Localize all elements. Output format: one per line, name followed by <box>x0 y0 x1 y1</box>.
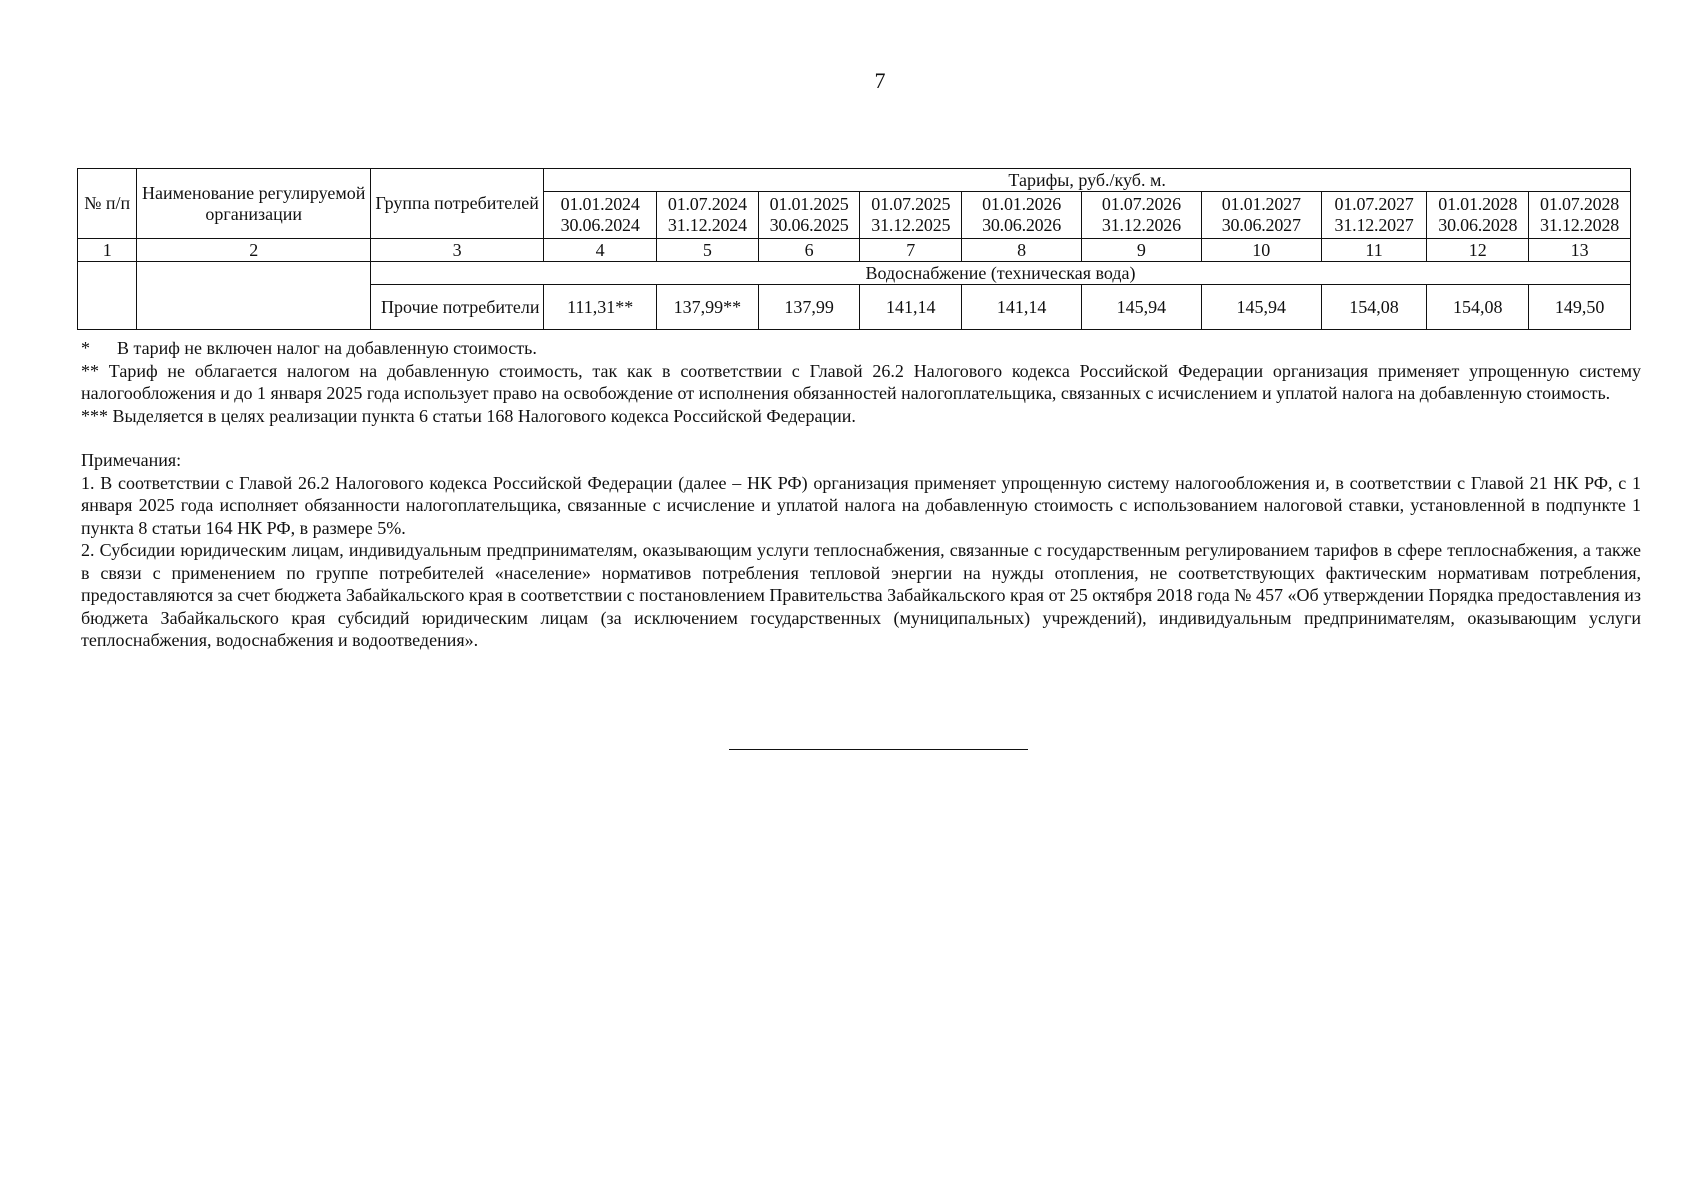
period-from: 01.07.2024 <box>667 194 747 214</box>
column-number: 13 <box>1529 239 1631 262</box>
column-number: 4 <box>544 239 657 262</box>
tariff-value: 137,99** <box>657 285 759 330</box>
column-number: 7 <box>860 239 962 262</box>
section-title: Водоснабжение (техническая вода) <box>371 262 1631 285</box>
period-to: 31.12.2025 <box>871 215 951 235</box>
period-header <box>1082 192 1202 239</box>
period-header <box>1321 192 1427 239</box>
tariff-value: 154,08 <box>1321 285 1427 330</box>
column-number: 6 <box>758 239 860 262</box>
section-row <box>78 262 1631 285</box>
note-item: 1. В соответствии с Главой 26.2 Налогового кодекса Российской Федерации (далее – НК РФ) организация применяет упрощенную систему налогообложения и, в соответствии с Главой 21 НК РФ, с 1 января 2025 года исполняет обязанности налогоплательщика, связанные с исчисление и уплатой налога на добавленную стоимость с использованием налоговой ставки, установленной в подпункте 1 пункта 8 статьи 164 НК РФ, в размере 5%. <box>81 472 1641 538</box>
column-number: 8 <box>962 239 1082 262</box>
header-number: № п/п <box>78 169 137 239</box>
period-header <box>1529 192 1631 239</box>
column-number: 2 <box>137 239 371 262</box>
row-number-cell <box>78 262 137 330</box>
header-consumer-group: Группа потребителей <box>371 169 544 239</box>
period-from: 01.07.2028 <box>1540 194 1620 214</box>
footnote-mark: ** <box>81 360 99 381</box>
period-to: 31.12.2028 <box>1540 215 1620 235</box>
period-to: 31.12.2024 <box>667 215 747 235</box>
period-to: 30.06.2024 <box>560 215 640 235</box>
period-header <box>1201 192 1321 239</box>
footnote <box>81 405 1641 428</box>
header-organization: Наименование регулируемой организации <box>137 169 371 239</box>
tariff-value: 145,94 <box>1082 285 1202 330</box>
tariff-value: 111,31** <box>544 285 657 330</box>
tariff-value: 149,50 <box>1529 285 1631 330</box>
period-from: 01.01.2027 <box>1221 194 1301 214</box>
footnote <box>81 360 1641 405</box>
tariff-value: 145,94 <box>1201 285 1321 330</box>
footnote-mark: * <box>81 338 90 358</box>
column-number-row <box>78 239 1631 262</box>
period-header <box>657 192 759 239</box>
period-header <box>860 192 962 239</box>
end-rule-divider <box>729 749 1028 750</box>
tariff-value: 141,14 <box>962 285 1082 330</box>
tariff-table <box>77 168 1631 330</box>
period-from: 01.07.2027 <box>1334 194 1414 214</box>
spacer <box>81 427 1641 449</box>
period-header <box>758 192 860 239</box>
period-from: 01.01.2026 <box>982 194 1062 214</box>
column-number: 10 <box>1201 239 1321 262</box>
period-from: 01.01.2025 <box>769 194 849 214</box>
footnote-mark: *** <box>81 405 108 426</box>
footnote-text: В тариф не включен налог на добавленную стоимость. <box>117 338 537 358</box>
column-number: 5 <box>657 239 759 262</box>
period-from: 01.07.2026 <box>1101 194 1181 214</box>
row-consumer-group: Прочие потребители <box>371 285 544 330</box>
column-number: 12 <box>1427 239 1529 262</box>
column-number: 1 <box>78 239 137 262</box>
notes-heading: Примечания: <box>81 450 182 470</box>
column-number: 9 <box>1082 239 1202 262</box>
period-to: 31.12.2027 <box>1334 215 1414 235</box>
period-to: 30.06.2026 <box>982 215 1062 235</box>
page-number: 7 <box>874 68 886 93</box>
period-from: 01.01.2024 <box>560 194 640 214</box>
header-row-top <box>78 169 1631 192</box>
period-to: 30.06.2027 <box>1221 215 1301 235</box>
header-tariffs: Тарифы, руб./куб. м. <box>544 169 1631 192</box>
period-from: 01.07.2025 <box>871 194 951 214</box>
period-from: 01.01.2028 <box>1438 194 1518 214</box>
note-item: 2. Субсидии юридическим лицам, индивидуальным предпринимателям, оказывающим услуги теплоснабжения, связанные с государственным регулированием тарифов в сфере теплоснабжения, а также в связи с применением по группе потребителей «население» нормативов потребления тепловой энергии на нужды отопления, не соответствующих фактическим нормативам потребления, предоставляются за счет бюджета Забайкальского края в соответствии с постановлением Правительства Забайкальского края от 25 октября 2018 года № 457 «Об утверждении Порядка предоставления из бюджета Забайкальского края субсидий юридическим лицам (за исключением государственных (муниципальных) учреждений), индивидуальным предпринимателям, оказывающим услуги теплоснабжения, водоснабжения и водоотведения». <box>81 540 1641 650</box>
tariff-value: 137,99 <box>758 285 860 330</box>
period-to: 30.06.2025 <box>769 215 849 235</box>
row-organization-cell <box>137 262 371 330</box>
period-header <box>962 192 1082 239</box>
period-to: 30.06.2028 <box>1438 215 1518 235</box>
footnote-text: Тариф не облагается налогом на добавленную стоимость, так как в соответствии с Главой 26.2 Налогового кодекса Российской Федерации организация применяет упрощенную систему налогообложения и до 1 января 2025 года использует право на освобождение от исполнения обязанностей налогоплательщика, связанных с исчислением и уплатой налога на добавленную стоимость. <box>81 360 1641 403</box>
footnote-text: Выделяется в целях реализации пункта 6 статьи 168 Налогового кодекса Российской Федерации. <box>112 405 856 426</box>
tariff-value: 154,08 <box>1427 285 1529 330</box>
period-header <box>544 192 657 239</box>
footnote <box>81 337 1641 360</box>
column-number: 11 <box>1321 239 1427 262</box>
column-number: 3 <box>371 239 544 262</box>
tariff-value: 141,14 <box>860 285 962 330</box>
footnotes-and-notes <box>81 337 1641 652</box>
period-header <box>1427 192 1529 239</box>
period-to: 31.12.2026 <box>1101 215 1181 235</box>
